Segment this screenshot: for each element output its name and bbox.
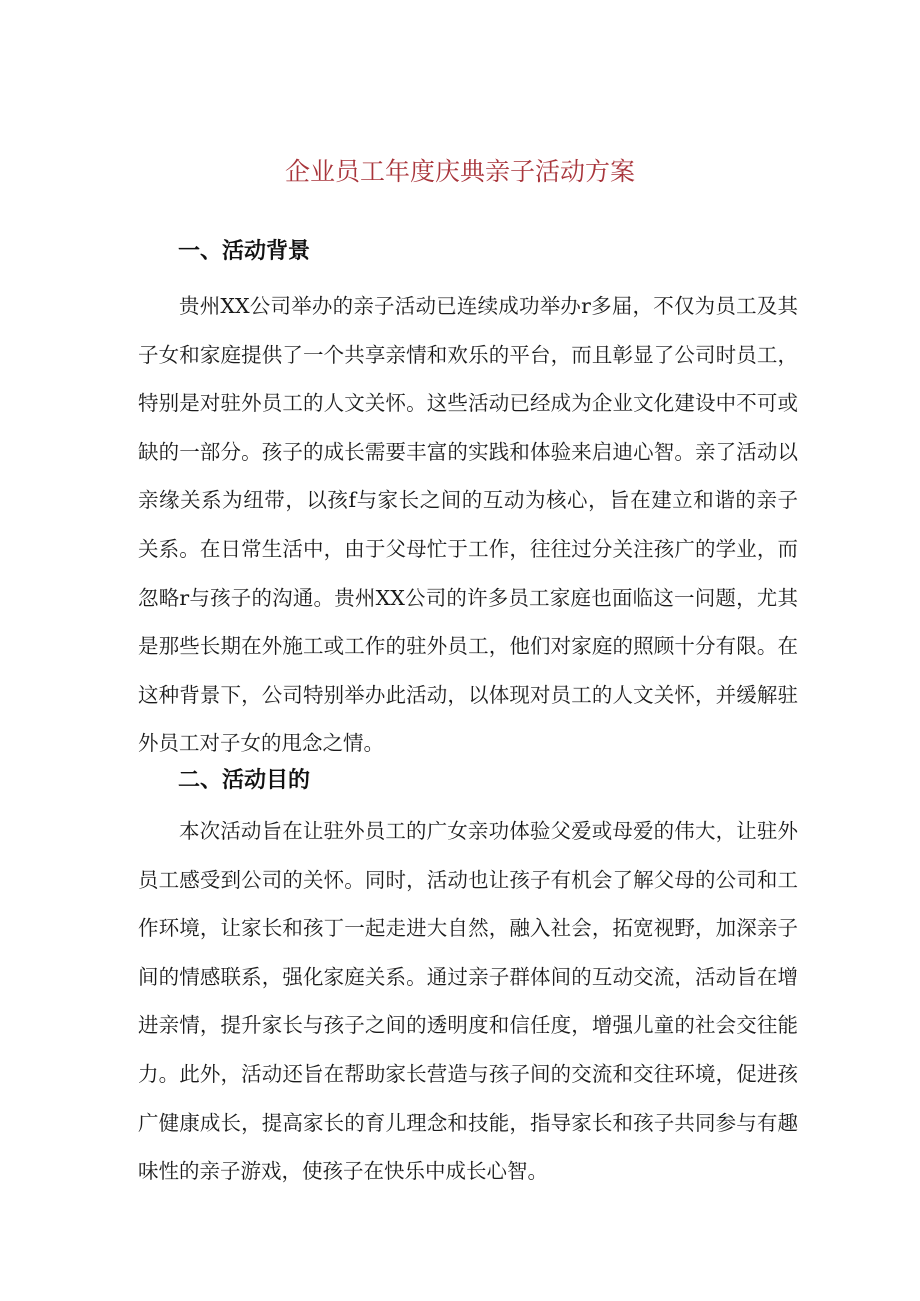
section-heading-background: 一、活动背景: [178, 239, 311, 264]
section-heading-purpose: 二、活动目的: [178, 768, 311, 793]
document-title: 企业员工年度庆典亲子活动方案: [284, 157, 635, 186]
section-paragraph-purpose: 本次活动旨在让驻外员工的广女亲功体验父爱或母爱的伟大，让驻外员工感受到公司的关怀。同时，活动也让孩子有机会了解父母的公司和工作环境，让家长和孩丁一起走进大自然，融入社会，拓宽视野，加深亲子间的情感联系，强化家庭关系。通过亲子群体间的互动交流，活动旨在增进亲情，提升家长与孩子之间的透明度和信任度，增强儿童的社会交往能力。此外，活动还旨在帮助家长营造与孩子间的交流和交往环境，促进孩广健康成长，提高家长的育儿理念和技能，指导家长和孩子共同参与有趣味性的亲子游戏，使孩子在快乐中成长心智。: [138, 819, 798, 1184]
section-paragraph-background: 贵州XX公司举办的亲子活动已连续成功举办r多届，不仅为员工及其子女和家庭提供了一个共享亲情和欢乐的平台，而且彰显了公司时员工，特别是对驻外员工的人文关怀。这些活动已经成为企业文化建设中不可或缺的一部分。孩子的成长需要丰富的实践和体验来启迪心智。亲了活动以亲缘关系为纽带，以孩f与家长之间的互动为核心，旨在建立和谐的亲子关系。在日常生活中，由于父母忙于工作，往往过分关注孩广的学业，而忽略r与孩子的沟通。贵州XX公司的许多员工家庭也面临这一问题，尤其是那些长期在外施工或工作的驻外员工，他们对家庭的照顾十分有限。在这种背景下，公司特别举办此活动，以体现对员工的人文关怀，并缓解驻外员工对子女的甩念之情。: [138, 294, 798, 756]
